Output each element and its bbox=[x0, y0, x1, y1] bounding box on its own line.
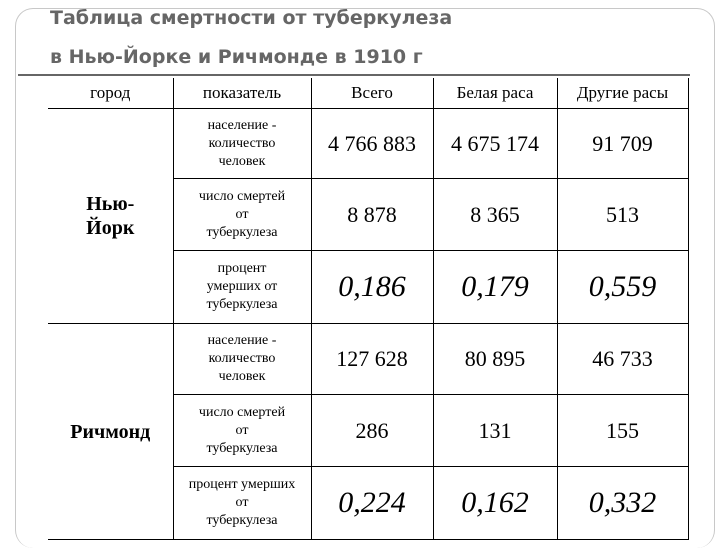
white-cell: 0,162 bbox=[433, 467, 557, 540]
indicator-cell: число смертей от туберкулеза bbox=[173, 179, 311, 251]
white-cell: 80 895 bbox=[433, 324, 557, 395]
other-cell: 0,559 bbox=[557, 251, 688, 324]
page-title-line1: Таблица смертности от туберкулеза bbox=[50, 7, 453, 29]
indicator-cell: процент умерших от туберкулеза bbox=[173, 467, 311, 540]
total-cell: 0,224 bbox=[311, 467, 433, 540]
total-cell: 286 bbox=[311, 395, 433, 467]
total-cell: 127 628 bbox=[311, 324, 433, 395]
indicator-cell: процент умерших от туберкулеза bbox=[173, 251, 311, 324]
indicator-cell: население - количество человек bbox=[173, 324, 311, 395]
header-total: Всего bbox=[311, 78, 433, 109]
indicator-cell: число смертей от туберкулеза bbox=[173, 395, 311, 467]
other-cell: 513 bbox=[557, 179, 688, 251]
table-header-row bbox=[48, 78, 688, 109]
table-row bbox=[48, 324, 688, 395]
other-cell: 91 709 bbox=[557, 109, 688, 179]
header-white: Белая раса bbox=[433, 78, 557, 109]
tuberculosis-mortality-table bbox=[48, 78, 689, 540]
page-title-line2: в Нью-Йорке и Ричмонде в 1910 г bbox=[50, 46, 423, 68]
white-cell: 8 365 bbox=[433, 179, 557, 251]
total-cell: 8 878 bbox=[311, 179, 433, 251]
other-cell: 155 bbox=[557, 395, 688, 467]
total-cell: 4 766 883 bbox=[311, 109, 433, 179]
white-cell: 4 675 174 bbox=[433, 109, 557, 179]
white-cell: 131 bbox=[433, 395, 557, 467]
total-cell: 0,186 bbox=[311, 251, 433, 324]
indicator-cell: население - количество человек bbox=[173, 109, 311, 179]
white-cell: 0,179 bbox=[433, 251, 557, 324]
city-cell: Нью- Йорк bbox=[48, 109, 173, 324]
title-divider bbox=[18, 74, 690, 76]
other-cell: 46 733 bbox=[557, 324, 688, 395]
header-city: город bbox=[48, 78, 173, 109]
header-indicator: показатель bbox=[173, 78, 311, 109]
city-cell: Ричмонд bbox=[48, 324, 173, 540]
header-other: Другие расы bbox=[557, 78, 688, 109]
other-cell: 0,332 bbox=[557, 467, 688, 540]
table-row bbox=[48, 109, 688, 179]
